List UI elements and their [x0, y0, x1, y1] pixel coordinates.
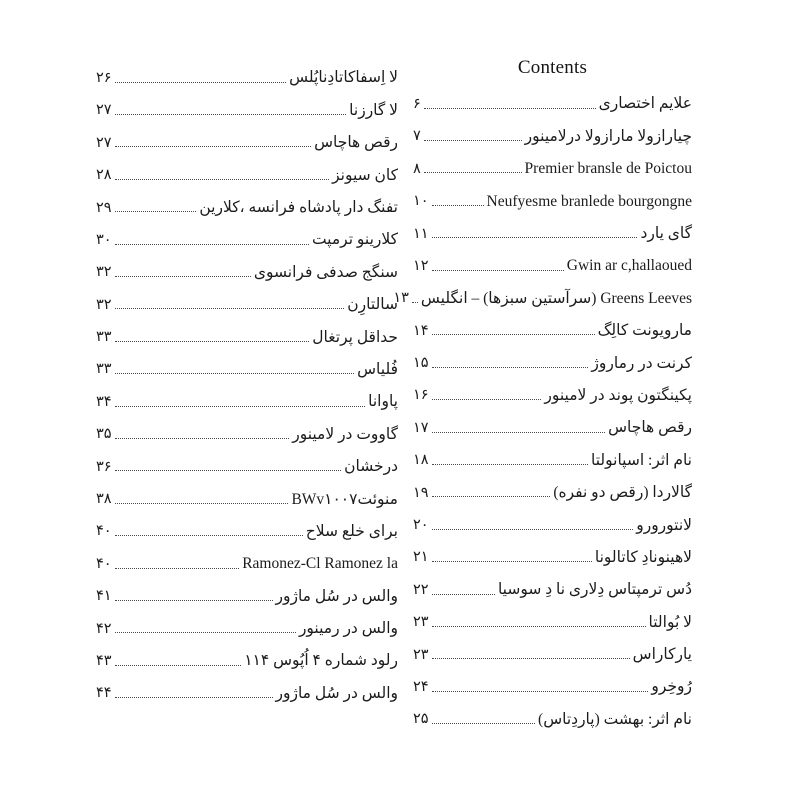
dot-leader [412, 302, 418, 303]
toc-entry-page-number: ۱۳ [393, 290, 409, 307]
toc-entry-page-number: ۲۳ [413, 646, 429, 663]
toc-column-left [96, 62, 398, 710]
toc-entry-page-number: ۱۶ [413, 387, 429, 404]
toc-entry-page-number: ۲۷ [96, 102, 112, 119]
dot-leader [432, 237, 638, 238]
toc-entry [413, 606, 692, 638]
dot-leader [115, 179, 330, 180]
toc-entry-page-number: ۳۶ [96, 458, 112, 475]
toc-entry [96, 613, 398, 645]
toc-entry [96, 289, 398, 321]
toc-entry-title: نام اثر: بهشت (پاردِتاس) [538, 710, 692, 728]
toc-entry-page-number: ۳۰ [96, 231, 112, 248]
toc-entry-title: گای یارد [640, 225, 692, 242]
toc-entry-title: فُلیاس [357, 360, 398, 378]
toc-entry-page-number: ۴۰ [96, 555, 112, 572]
toc-entry [413, 380, 692, 412]
toc-entry [96, 451, 398, 483]
dot-leader [115, 438, 290, 439]
toc-entry-page-number: ۳۲ [96, 264, 112, 281]
toc-entry-page-number: ۳۸ [96, 491, 112, 508]
toc-entry-title: Premier bransle de Poictou [524, 160, 692, 178]
toc-entry [413, 120, 692, 152]
toc-entry-page-number: ۲۴ [413, 678, 429, 695]
dot-leader [432, 723, 535, 724]
toc-entry [96, 192, 398, 224]
toc-entry-title: لا بُوالتا [648, 613, 692, 631]
toc-entry [413, 347, 692, 379]
toc-entry-page-number: ۳۲ [96, 296, 112, 313]
toc-entry-page-number: ۲۸ [96, 167, 112, 184]
dot-leader [424, 172, 522, 173]
toc-entry [96, 418, 398, 450]
dot-leader [432, 691, 649, 692]
toc-entry-title: پکینگتون پوند در لامینور [544, 386, 692, 404]
dot-leader [115, 308, 345, 309]
toc-entry [413, 703, 692, 735]
toc-right-entries [393, 88, 692, 736]
toc-entry-title: لانتورورو [636, 516, 692, 534]
toc-entry [96, 483, 398, 515]
dot-leader [115, 697, 273, 698]
toc-entry-page-number: ۲۰ [413, 517, 429, 534]
toc-entry-title: حداقل پرتغال [312, 328, 398, 346]
dot-leader [115, 665, 242, 666]
toc-entry-page-number: ۲۱ [413, 549, 429, 566]
toc-entry-page-number: ۱۴ [413, 322, 429, 339]
toc-entry-page-number: ۳۵ [96, 426, 112, 443]
dot-leader [432, 464, 588, 465]
toc-entry-title: منوئتBWv۱۰۰۷ [291, 490, 398, 508]
toc-entry-title: لا گارزنا [349, 101, 398, 119]
toc-entry-page-number: ۶ [413, 95, 421, 112]
toc-entry-title: سنگج صدفی فرانسوی [253, 263, 398, 281]
dot-leader [115, 146, 312, 147]
toc-entry-title: والس در رمینور [298, 620, 398, 638]
toc-entry-title: گالاردا (رقص دو نفره) [553, 484, 692, 502]
toc-entry-title: دُس ترمپتاس دِلاری نا دِ سوسیا [497, 581, 692, 599]
toc-entry-page-number: ۷ [413, 128, 421, 145]
toc-left-entries [96, 62, 398, 710]
toc-entry-page-number: ۲۳ [413, 614, 429, 631]
toc-entry-title: نام اثر: اسپانولتا [591, 451, 692, 469]
toc-entry-title: پاوانا [368, 393, 398, 411]
toc-entry-page-number: ۱۸ [413, 452, 429, 469]
dot-leader [432, 270, 564, 271]
dot-leader [115, 600, 273, 601]
toc-entry [96, 224, 398, 256]
toc-entry-page-number: ۲۹ [96, 199, 112, 216]
toc-entry-title: Gwin ar c,hallaoued [566, 257, 692, 275]
toc-entry-title: لاهینونادِ کاتالونا [594, 548, 692, 566]
dot-leader [115, 568, 240, 569]
toc-entry-page-number: ۲۶ [96, 69, 112, 86]
toc-entry [413, 574, 692, 606]
toc-entry [413, 218, 692, 250]
toc-entry-title: تفنگ دار پادشاه فرانسه ،کلارین [199, 199, 398, 216]
toc-entry-page-number: ۱۱ [413, 225, 429, 242]
dot-leader [115, 244, 309, 245]
toc-entry [413, 541, 692, 573]
dot-leader [115, 470, 342, 471]
toc-entry-page-number: ۱۲ [413, 257, 429, 274]
dot-leader [432, 432, 606, 433]
toc-entry-title: Ramonez-Cl Ramonez la [242, 555, 398, 573]
toc-entry [413, 509, 692, 541]
toc-entry-title: علایم اختصاری [598, 95, 692, 113]
dot-leader [115, 406, 366, 407]
toc-entry-title: کان سیونز [332, 166, 398, 184]
toc-entry [96, 321, 398, 353]
toc-entry [96, 94, 398, 126]
toc-entry-title: رقص هاچاس [608, 419, 692, 437]
toc-entry-title: لا اِسفاکاتادِناپُلس [289, 69, 398, 87]
toc-entry-page-number: ۴۱ [96, 588, 112, 605]
toc-entry-title: کلارینو ترمپت [311, 231, 398, 249]
toc-entry [96, 386, 398, 418]
toc-entry [96, 159, 398, 191]
dot-leader [115, 276, 251, 277]
dot-leader [432, 205, 484, 206]
toc-entry [96, 127, 398, 159]
toc-entry-page-number: ۳۳ [96, 361, 112, 378]
toc-entry [413, 315, 692, 347]
dot-leader [115, 373, 355, 374]
toc-entry-page-number: ۱۷ [413, 419, 429, 436]
toc-entry [96, 548, 398, 580]
toc-entry-page-number: ۲۵ [413, 711, 429, 728]
dot-leader [424, 140, 522, 141]
toc-entry-title: چیارازولا مارازولا درلامینور [524, 127, 692, 145]
toc-entry [413, 88, 692, 120]
toc-entry-title: برای خلع سلاح [305, 522, 398, 540]
toc-entry [413, 250, 692, 282]
toc-entry-page-number: ۱۰ [413, 193, 429, 210]
toc-entry-page-number: ۴۳ [96, 652, 112, 669]
toc-entry [413, 671, 692, 703]
toc-entry [413, 412, 692, 444]
toc-entry-page-number: ۸ [413, 160, 421, 177]
dot-leader [432, 594, 495, 595]
toc-entry [96, 256, 398, 288]
dot-leader [115, 503, 289, 504]
dot-leader [432, 626, 646, 627]
contents-title: Contents [517, 57, 588, 78]
toc-entry-page-number: ۳۳ [96, 329, 112, 346]
toc-entry [96, 645, 398, 677]
toc-entry-title: گاووت در لامینور [292, 425, 398, 443]
dot-leader [115, 211, 197, 212]
toc-entry [413, 444, 692, 476]
toc-entry-title: رلود شماره ۴ اُپُوس ۱۱۴ [244, 652, 398, 670]
dot-leader [432, 529, 634, 530]
toc-entry-page-number: ۳۴ [96, 393, 112, 410]
toc-entry-title: درخشان [344, 458, 398, 476]
toc-entry [96, 580, 398, 612]
toc-entry [413, 185, 692, 217]
dot-leader [432, 334, 595, 335]
toc-entry-title: یارکاراس [632, 646, 692, 664]
toc-entry-page-number: ۴۰ [96, 523, 112, 540]
toc-entry-title: کرنت در رماروژ [591, 354, 692, 372]
toc-column-right [393, 56, 692, 736]
toc-entry [96, 515, 398, 547]
dot-leader [115, 535, 303, 536]
toc-entry [413, 153, 692, 185]
toc-entry [96, 677, 398, 709]
dot-leader [115, 632, 296, 633]
toc-entry-page-number: ۱۹ [413, 484, 429, 501]
dot-leader [432, 658, 630, 659]
dot-leader [432, 399, 542, 400]
dot-leader [432, 367, 589, 368]
toc-entry [96, 354, 398, 386]
toc-entry-title: رقص هاچاس [314, 134, 398, 152]
toc-entry [96, 62, 398, 94]
dot-leader [115, 341, 310, 342]
toc-entry [413, 477, 692, 509]
toc-entry-page-number: ۴۴ [96, 685, 112, 702]
toc-entry-title: والس در سُل ماژور [275, 587, 398, 605]
toc-entry-page-number: ۲۲ [413, 581, 429, 598]
toc-entry-title: Greens Leeves (سرآستین سبزها) – انگلیس [420, 289, 692, 307]
dot-leader [432, 561, 592, 562]
toc-entry-page-number: ۴۲ [96, 620, 112, 637]
toc-entry-title: مارویونت کالِگ [597, 322, 692, 340]
dot-leader [115, 82, 287, 83]
toc-entry-title: Neufyesme branlede bourgongne [486, 192, 692, 210]
toc-entry-page-number: ۱۵ [413, 355, 429, 372]
toc-entry-title: رُوخِرو [651, 678, 692, 696]
dot-leader [432, 496, 551, 497]
dot-leader [424, 108, 596, 109]
toc-entry-title: والس در سُل ماژور [275, 684, 398, 702]
dot-leader [115, 114, 347, 115]
toc-entry [393, 282, 692, 314]
toc-entry [413, 639, 692, 671]
toc-entry-title: سالتارِن [347, 296, 398, 314]
toc-entry-page-number: ۲۷ [96, 134, 112, 151]
